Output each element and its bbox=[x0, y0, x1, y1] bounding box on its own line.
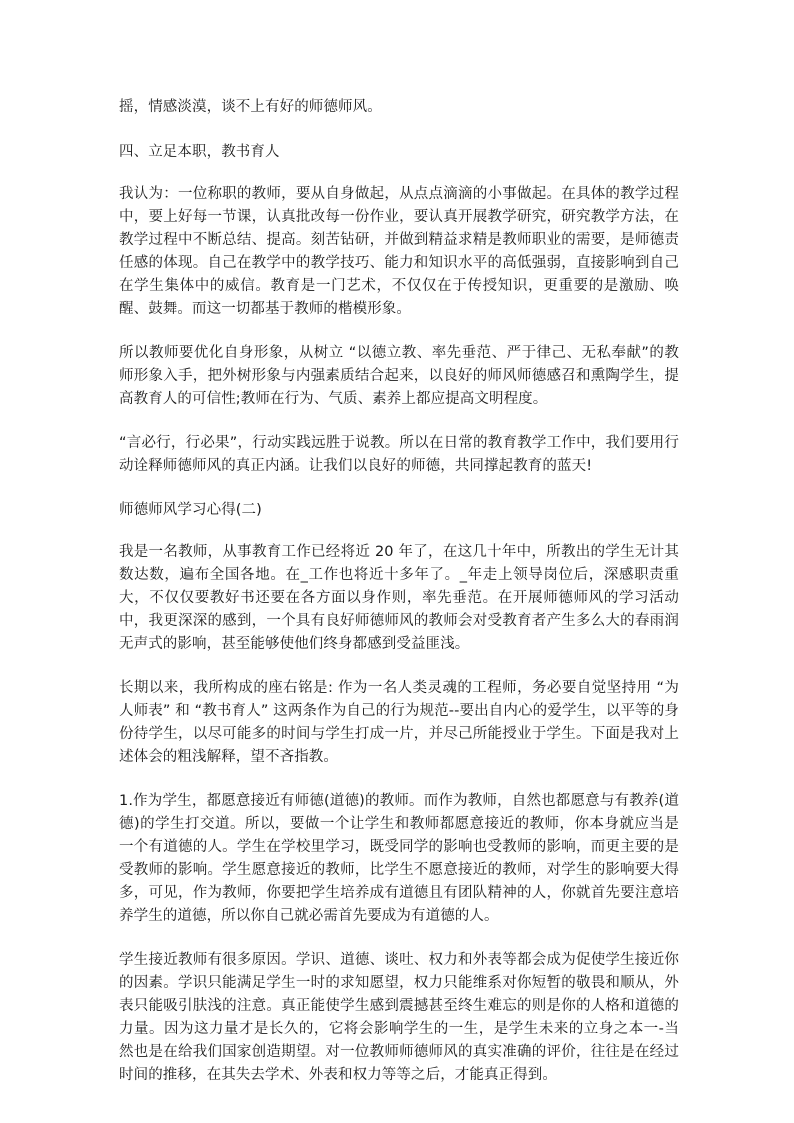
paragraph-continuation: 摇，情感淡漠，谈不上有好的师德师风。 bbox=[119, 99, 382, 115]
paragraph-point-1: 1.作为学生，都愿意接近有师德(道德)的教师。而作为教师，自然也都愿意与有教养(道德)的学生打交道。所以，要做一个让学生和教师都愿意接近的教师，你本身就应当是一个有道德的人。学生在学校里学习，既受同学的影响也受教师的影响，而更主要的是受教师的影响。学生愿意接近的教师，比学生不愿意接近的教师，对学生的影响要大得多，可见，作为教师，你要把学生培养成有道德且有团队精神的人，你就首先要注意培养学生的道德，所以你自己就必需首先要成为有道德的人。 bbox=[119, 793, 679, 924]
paragraph-self-image: 所以教师要优化自身形象，从树立 “以德立教、率先垂范、严于律己、无私奉献”的教师形象入手，把外树形象与内强素质结合起来，以良好的师风师德感召和熏陶学生，提高教育人的可信性;教师在行为、气质、素养上都应提高文明程度。 bbox=[119, 345, 679, 407]
document-page bbox=[119, 96, 679, 1108]
paragraph-action: “言必行，行必果”，行动实践远胜于说教。所以在日常的教育教学工作中，我们要用行动诠释师德师风的真正内涵。让我们以良好的师德，共同撑起教育的蓝天! bbox=[119, 435, 679, 474]
section-heading-4: 四、立足本职，教书育人 bbox=[119, 144, 280, 160]
paragraph-intro: 我是一名教师，从事教育工作已经将近 20 年了，在这几十年中，所教出的学生无计其数达数，遍布全国各地。在_工作也将近十多年了。_年走上领导岗位后，深感职责重大，不仅仅要教好书还要在各方面以身作则，率先垂范。在开展师德师风的学习活动中，我更深深的感到，一个具有良好师德师风的教师会对受教育者产生多么大的春雨润无声式的影响，甚至能够使他们终身都感到受益匪浅。 bbox=[119, 544, 679, 652]
paragraph-teacher-role: 我认为：一位称职的教师，要从自身做起，从点点滴滴的小事做起。在具体的教学过程中，要上好每一节课，认真批改每一份作业，要认真开展教学研究，研究教学方法，在教学过程中不断总结、提高。刻苦钻研，并做到精益求精是教师职业的需要，是师德责任感的体现。自己在教学中的教学技巧、能力和知识水平的高低强弱，直接影响到自己在学生集体中的威信。教育是一门艺术，不仅仅在于传授知识，更重要的是激励、唤醒、鼓舞。而这一切都基于教师的楷模形象。 bbox=[119, 186, 679, 317]
paragraph-motto: 长期以来，我所构成的座右铭是: 作为一名人类灵魂的工程师，务必要自觉坚持用 “为人师表” 和 “教书育人” 这两条作为自己的行为规范--要出自内心的爱学生，以平等的身份待学生，以尽可能多的时间与学生打成一片，并尽己所能授业于学生。下面是我对上述体会的粗浅解释，望不吝指教。 bbox=[119, 680, 679, 765]
article-title-2: 师德师风学习心得(二) bbox=[119, 502, 262, 518]
paragraph-reasons: 学生接近教师有很多原因。学识、道德、谈吐、权力和外表等都会成为促使学生接近你的因素。学识只能满足学生一时的求知愿望，权力只能维系对你短暂的敬畏和顺从，外表只能吸引肤浅的注意。真正能使学生感到震撼甚至终生难忘的则是你的人格和道德的力量。因为这力量才是长久的，它将会影响学生的一生，是学生未来的立身之本一-当然也是在给我们国家创造期望。对一位教师师德师风的真实准确的评价，往往是在经过时间的推移，在其失去学术、外表和权力等等之后，才能真正得到。 bbox=[119, 952, 679, 1083]
